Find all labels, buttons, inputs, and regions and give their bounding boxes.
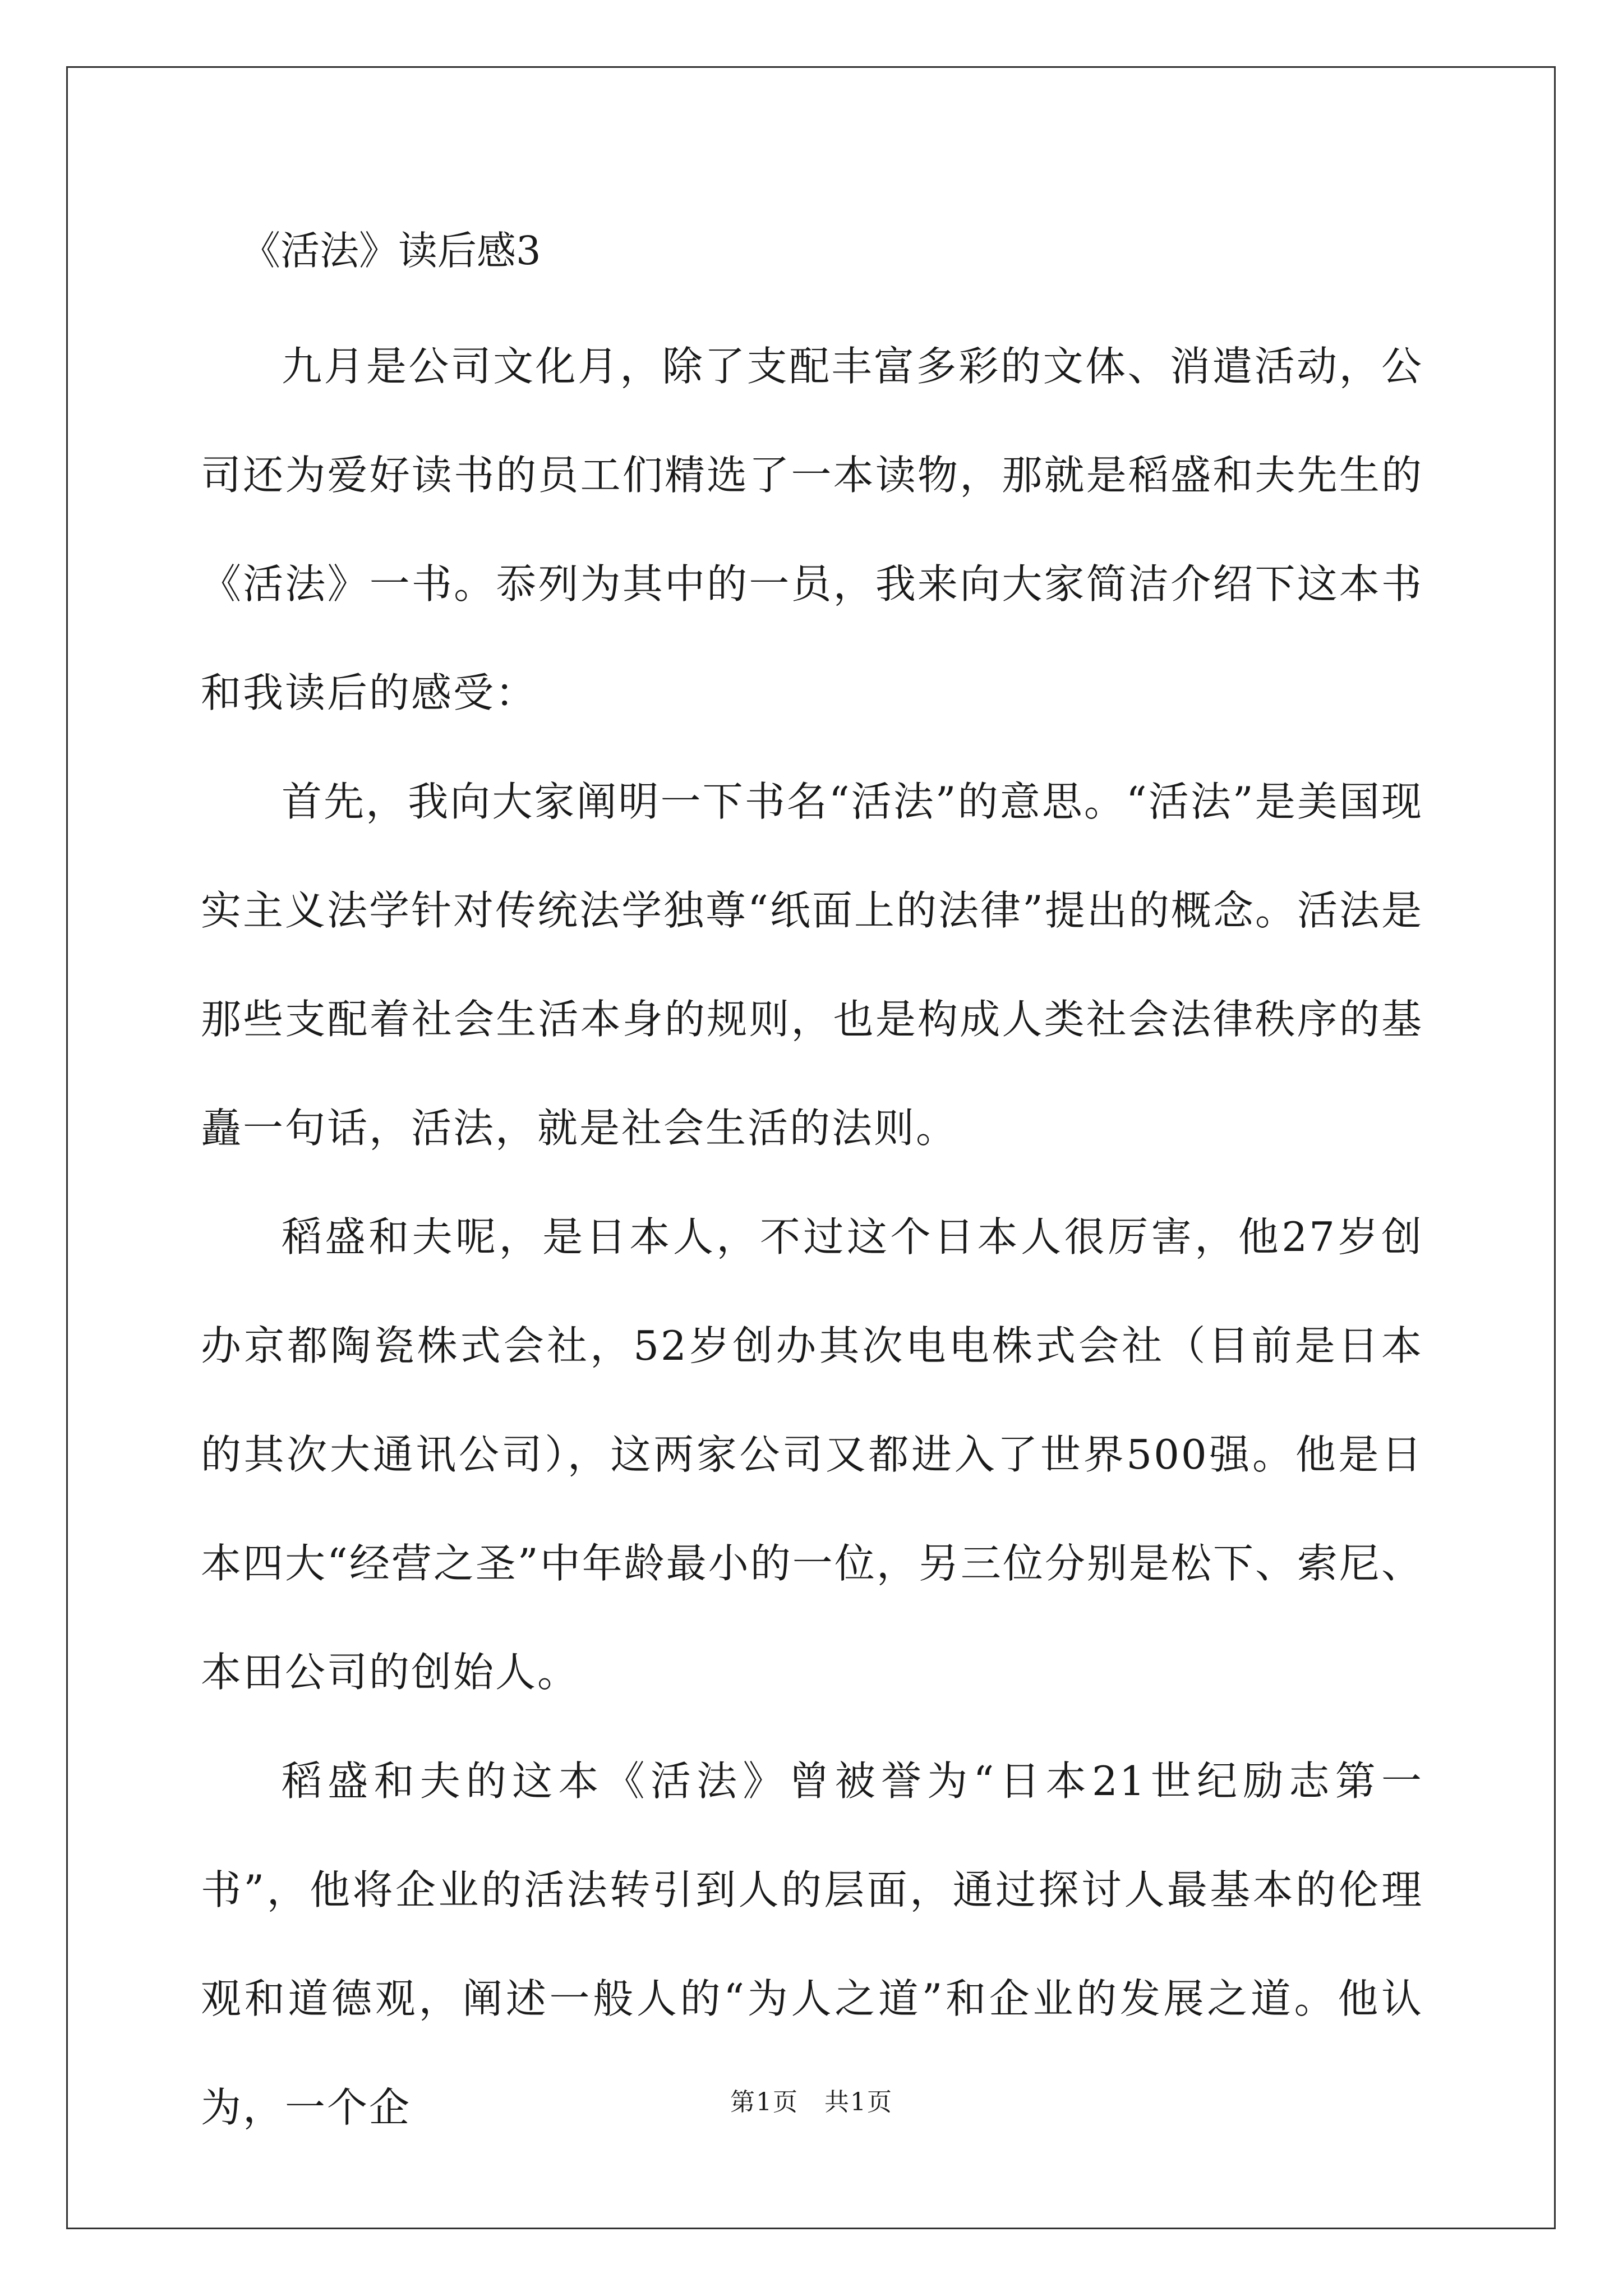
page-number-footer: 第1页 共1页: [730, 2088, 893, 2116]
paragraph-2: 首先，我向大家阐明一下书名“活法”的意思。“活法”是美国现实主义法学针对传统法学独尊“纸面上的法律”提出的概念。活法是那些支配着社会生活本身的规则，也是构成人类社会法律秩序的基矗一句话，活法，就是社会生活的法则。: [201, 778, 1423, 1152]
paragraph-4: 稻盛和夫的这本《活法》曾被誉为“日本21世纪励志第一书”，他将企业的活法转引到人的层面，通过探讨人最基本的伦理观和道德观，阐述一般人的“为人之道”和企业的发展之道。他认为，一个企: [201, 1757, 1423, 2131]
paragraph-1: 九月是公司文化月，除了支配丰富多彩的文体、消遣活动，公司还为爱好读书的员工们精选了一本读物，那就是稻盛和夫先生的《活法》一书。忝列为其中的一员，我来向大家简洁介绍下这本书和我读后的感受：: [201, 343, 1423, 716]
document-body: [201, 209, 1423, 2162]
document-title: 《活法》读后感3: [241, 228, 541, 274]
paragraph-3: 稻盛和夫呢，是日本人，不过这个日本人很厉害，他27岁创办京都陶瓷株式会社，52岁创办其次电电株式会社（目前是日本的其次大通讯公司），这两家公司又都进入了世界500强。他是日本四大“经营之圣”中年龄最小的一位，另三位分别是松下、索尼、本田公司的创始人。: [201, 1213, 1423, 1696]
